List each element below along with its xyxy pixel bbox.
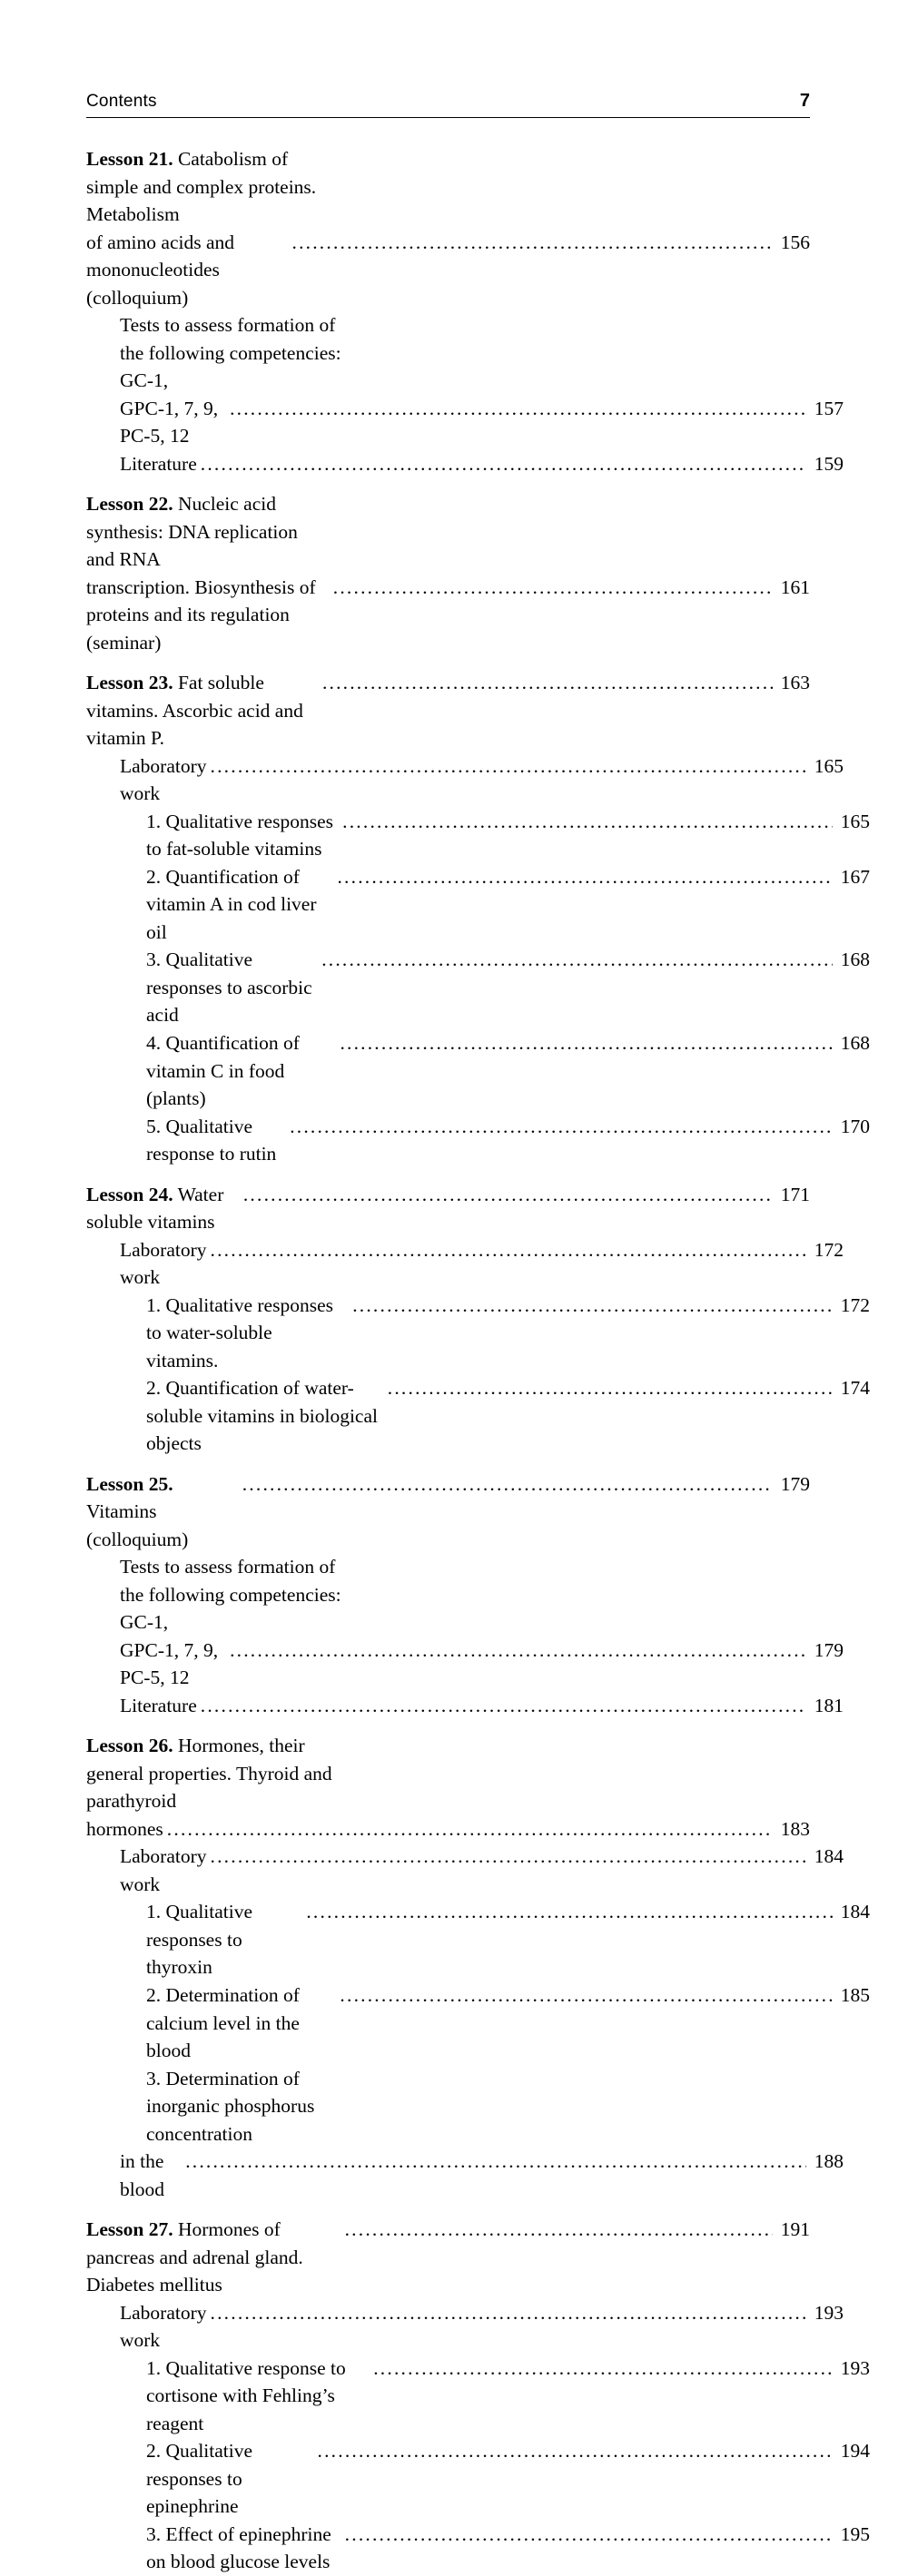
toc-entry-text: 1. Qualitative responses to water-soluble vitamins.: [146, 1293, 339, 1372]
toc-leader-dots: [352, 1292, 833, 1320]
running-head-label: Contents: [86, 92, 157, 111]
toc-entry-text: Lesson 24. Water soluble vitamins: [86, 1183, 229, 1234]
toc-entry-text: Lesson 25. Vitamins (colloquium): [86, 1472, 189, 1550]
toc-entry-text: hormones: [86, 1817, 163, 1840]
table-of-contents: [86, 145, 870, 2576]
toc-page-number: 167: [840, 865, 870, 888]
toc-leader-dots: [185, 2148, 806, 2176]
toc-leader-dots: [292, 229, 774, 257]
toc-entry-text: Tests to assess formation of the following competencies: GC-1,: [120, 1556, 346, 1634]
toc-page-number: 184: [814, 1845, 844, 1868]
toc-entry[interactable]: [86, 229, 810, 312]
toc-leader-dots: [321, 946, 833, 974]
toc-leader-dots: [201, 450, 806, 478]
toc-group: [86, 145, 844, 477]
toc-entry-text: 4. Quantification of vitamin C in food (plants): [146, 1031, 305, 1110]
toc-page-number: 165: [840, 810, 870, 832]
toc-entry[interactable]: [146, 1981, 870, 2065]
toc-entry-text: 2. Qualitative responses to epinephrine: [146, 2440, 258, 2518]
toc-entry[interactable]: [120, 395, 844, 450]
toc-lesson-label: Lesson 22.: [86, 493, 173, 516]
toc-leader-dots: [345, 2521, 833, 2549]
toc-page-number: 165: [814, 754, 844, 777]
toc-leader-dots: [211, 1843, 806, 1871]
toc-entry-text: 1. Qualitative responses to thyroxin: [146, 1901, 258, 1979]
toc-entry-text: 2. Quantification of water-soluble vitamins in biological objects: [146, 1377, 383, 1455]
toc-entry[interactable]: [146, 2437, 870, 2521]
toc-entry[interactable]: [86, 145, 810, 229]
toc-leader-dots: [243, 1181, 773, 1209]
toc-leader-dots: [306, 1898, 833, 1926]
toc-page-number: 172: [840, 1293, 870, 1316]
toc-leader-dots: [340, 1981, 833, 2010]
toc-entry-text: 2. Quantification of vitamin A in cod liver oil: [146, 865, 321, 943]
running-head: [86, 91, 810, 118]
toc-entry[interactable]: [86, 2216, 810, 2299]
toc-entry[interactable]: [146, 2521, 870, 2576]
toc-entry[interactable]: [146, 1113, 870, 1168]
toc-page-number: 174: [840, 1377, 870, 1400]
toc-entry[interactable]: [86, 1470, 810, 1554]
toc-lesson-label: Lesson 23.: [86, 672, 173, 694]
toc-page-number: 188: [814, 2150, 844, 2173]
toc-lesson-label: Lesson 21.: [86, 148, 173, 170]
toc-page-number: 172: [814, 1238, 844, 1261]
toc-entry[interactable]: [120, 1637, 844, 1692]
toc-leader-dots: [373, 2355, 833, 2383]
toc-entry-text: Laboratory work: [120, 1238, 212, 1289]
toc-page-number: 156: [780, 231, 810, 253]
toc-entry[interactable]: [146, 1898, 870, 1981]
toc-entry-text: Laboratory work: [120, 754, 212, 805]
toc-lesson-label: Lesson 24.: [86, 1183, 173, 1205]
toc-page-number: 171: [780, 1183, 810, 1205]
toc-entry[interactable]: [146, 1029, 870, 1113]
toc-leader-dots: [230, 395, 806, 423]
toc-leader-dots: [333, 574, 773, 602]
toc-page-number: 168: [840, 1031, 870, 1054]
toc-page-number: 183: [780, 1817, 810, 1840]
toc-page-number: 179: [814, 1638, 844, 1661]
toc-page-number: 157: [814, 397, 844, 419]
toc-entry[interactable]: [120, 2299, 844, 2355]
toc-leader-dots: [318, 2437, 833, 2465]
toc-lesson-label: Lesson 26.: [86, 1735, 173, 1757]
toc-entry-text: GPC-1, 7, 9, PC-5, 12: [120, 1638, 223, 1689]
toc-entry[interactable]: [86, 1732, 810, 1815]
toc-entry[interactable]: [120, 1843, 844, 1898]
toc-entry-text: 1. Qualitative response to cortisone with Fehling’s reagent: [146, 2356, 351, 2434]
toc-page-number: 170: [840, 1115, 870, 1137]
toc-leader-dots: [388, 1374, 833, 1402]
toc-entry-text: Lesson 21. Catabolism of simple and complex proteins. Metabolism: [86, 148, 321, 226]
toc-entry[interactable]: [120, 450, 844, 478]
toc-leader-dots: [322, 669, 773, 697]
toc-entry-text: Lesson 27. Hormones of pancreas and adrenal gland. Diabetes mellitus: [86, 2218, 309, 2296]
toc-page-number: 179: [780, 1472, 810, 1495]
toc-entry-text: in the blood: [120, 2150, 169, 2200]
toc-leader-dots: [167, 1815, 773, 1844]
toc-entry[interactable]: [120, 1553, 844, 1637]
toc-entry-text: 3. Qualitative responses to ascorbic acid: [146, 949, 318, 1027]
toc-lesson-label: Lesson 27.: [86, 2218, 173, 2241]
toc-group: [86, 1470, 844, 1720]
toc-page-number: 168: [840, 949, 870, 971]
toc-entry-text: Laboratory work: [120, 1845, 212, 1895]
toc-lesson-label: Lesson 25.: [86, 1472, 173, 1495]
toc-leader-dots: [290, 1113, 833, 1141]
toc-page-number: 185: [840, 1984, 870, 2006]
toc-group: [86, 1732, 870, 2203]
toc-leader-dots: [340, 1029, 833, 1057]
toc-entry-text: Literature: [120, 452, 197, 475]
toc-entry[interactable]: [146, 1292, 870, 1375]
toc-entry-text: Tests to assess formation of the following competencies: GC-1,: [120, 314, 346, 392]
toc-group: [86, 2216, 870, 2576]
toc-entry[interactable]: [146, 946, 870, 1029]
toc-leader-dots: [230, 1637, 806, 1665]
toc-entry[interactable]: [146, 1374, 870, 1458]
toc-entry[interactable]: [146, 863, 870, 947]
toc-leader-dots: [211, 752, 806, 781]
toc-entry-text: Laboratory work: [120, 2301, 212, 2352]
toc-entry-text: 3. Determination of inorganic phosphorus concentration: [146, 2067, 320, 2145]
toc-page-number: 193: [814, 2301, 844, 2324]
toc-leader-dots: [201, 1692, 806, 1720]
toc-entry-text: Literature: [120, 1694, 197, 1716]
toc-page-number: 181: [814, 1694, 844, 1716]
toc-entry[interactable]: [146, 808, 870, 863]
toc-leader-dots: [342, 808, 833, 836]
page-number: 7: [799, 91, 810, 111]
toc-entry[interactable]: [120, 311, 844, 395]
toc-leader-dots: [337, 863, 833, 891]
toc-page-number: 194: [840, 2440, 870, 2463]
toc-page-number: 184: [840, 1901, 870, 1923]
toc-entry[interactable]: [120, 1236, 844, 1292]
toc-leader-dots: [211, 2299, 806, 2327]
toc-entry-text: 1. Qualitative responses to fat-soluble vitamins: [146, 810, 339, 860]
toc-entry-text: 3. Effect of epinephrine on blood glucose levels: [146, 2522, 337, 2573]
toc-entry-text: of amino acids and mononucleotides (colloquium): [86, 231, 240, 309]
toc-entry[interactable]: [146, 2355, 870, 2438]
toc-leader-dots: [211, 1236, 806, 1264]
toc-page-number: 161: [780, 575, 810, 598]
toc-entry[interactable]: [86, 1815, 810, 1844]
toc-entry-text: GPC-1, 7, 9, PC-5, 12: [120, 397, 223, 447]
toc-entry[interactable]: [86, 574, 810, 657]
toc-entry-text: 2. Determination of calcium level in the blood: [146, 1984, 305, 2062]
toc-page-number: 193: [840, 2356, 870, 2379]
toc-page-number: 159: [814, 452, 844, 475]
toc-entry[interactable]: [120, 752, 844, 808]
toc-entry[interactable]: [86, 669, 810, 752]
toc-group: [86, 669, 870, 1167]
toc-entry[interactable]: [146, 2065, 870, 2148]
toc-group: [86, 490, 810, 656]
toc-entry-text: transcription. Biosynthesis of proteins and its regulation (seminar): [86, 575, 321, 654]
toc-entry[interactable]: [86, 1181, 810, 1236]
toc-entry-text: Lesson 23. Fat soluble vitamins. Ascorbic acid and vitamin P.: [86, 672, 309, 750]
toc-entry-text: Lesson 22. Nucleic acid synthesis: DNA replication and RNA: [86, 493, 303, 571]
toc-entry[interactable]: [120, 1692, 844, 1720]
toc-page-number: 195: [840, 2522, 870, 2545]
toc-leader-dots: [345, 2216, 773, 2244]
toc-entry[interactable]: [86, 490, 810, 574]
toc-entry-text: Lesson 26. Hormones, their general properties. Thyroid and parathyroid: [86, 1735, 338, 1813]
toc-page-number: 191: [780, 2218, 810, 2241]
toc-group: [86, 1181, 870, 1458]
toc-entry[interactable]: [120, 2148, 844, 2203]
toc-leader-dots: [242, 1470, 773, 1499]
toc-entry-text: 5. Qualitative response to rutin: [146, 1115, 277, 1165]
toc-page-number: 163: [780, 672, 810, 694]
